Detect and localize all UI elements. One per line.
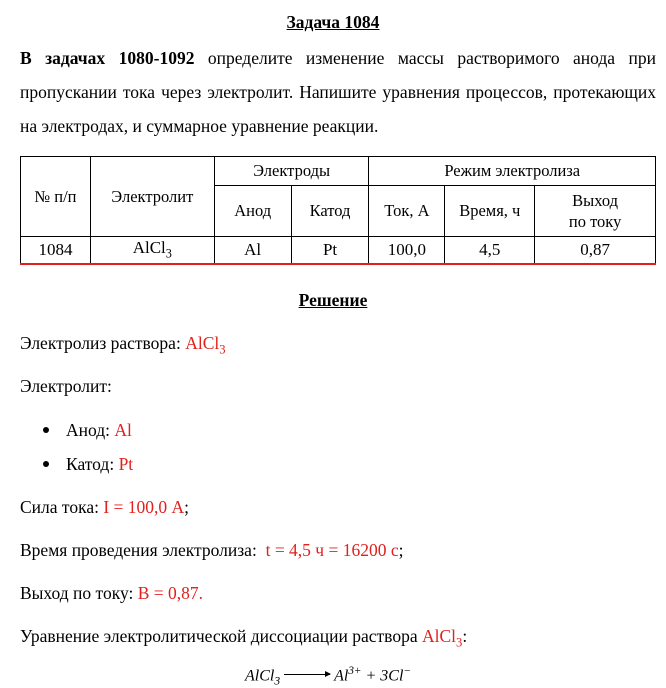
anode-item: Анод: Al: [43, 420, 132, 441]
problem-text: определите изменение массы растворимого анода при пропускании тока через электролит. Напишите уравнения процессов, протекающих на электродах, и суммарное уравнение реакции.: [20, 48, 657, 136]
header-yield-line2: по току: [568, 212, 622, 231]
dissociation-line: Уравнение электролитической диссоциации раствора AlCl$_3$:: [20, 626, 468, 650]
header-time: Время, ч: [445, 186, 535, 237]
current-line: Сила тока: I = 100,0 А;: [20, 497, 190, 517]
electrolyte-label: Электролит:: [20, 376, 112, 396]
solution-title: Решение: [298, 290, 368, 310]
conditions-table: [20, 156, 656, 265]
cell-cathode: Pt: [291, 237, 369, 265]
table-row: [21, 237, 656, 265]
header-cathode: Катод: [291, 186, 369, 237]
header-yield-line1: Выход: [572, 191, 619, 210]
header-yield: [535, 186, 656, 237]
cell-time: 4,5: [445, 237, 535, 265]
header-electrodes: Электроды: [214, 157, 369, 186]
yield-value: B = 0,87.: [137, 583, 204, 603]
yield-line: Выход по току: B = 0,87.: [20, 583, 204, 603]
cell-yield: 0,87: [535, 237, 656, 265]
problem-title: Задача 1084: [286, 12, 380, 32]
electrolysis-line: Электролиз раствора: AlCl$_3$: [20, 333, 226, 357]
anode-value: Al: [114, 420, 132, 440]
reaction-arrow-icon: [284, 674, 330, 675]
cell-current: 100,0: [369, 237, 445, 265]
time-value: t = 4,5 ч = 16200 с: [265, 540, 399, 560]
bullet-icon: [43, 427, 49, 433]
header-electrolysis-mode: Режим электролиза: [369, 157, 656, 186]
dissociation-value: AlCl$_3$: [421, 626, 463, 650]
cell-anode: Al: [214, 237, 291, 265]
bullet-icon: [43, 461, 49, 467]
cell-number: 1084: [21, 237, 91, 265]
electrolysis-value: AlCl$_3$: [185, 333, 226, 357]
time-line: Время проведения электролиза: t = 4,5 ч = 16200 с;: [20, 540, 404, 560]
header-electrolyte: Электролит: [90, 157, 214, 237]
problem-range: В задачах 1080-1092: [20, 48, 195, 68]
header-current: Ток, А: [369, 186, 445, 237]
cathode-value: Pt: [118, 454, 134, 474]
cathode-item: Катод: Pt: [43, 454, 133, 475]
dissociation-equation: AlCl$_3$ $Al^{3+} + 3Cl^-$: [245, 665, 411, 688]
problem-statement: [20, 41, 656, 143]
current-value: I = 100,0 А: [103, 497, 185, 517]
header-number: № п/п: [21, 157, 91, 237]
cell-electrolyte: AlCl$_3$: [90, 237, 214, 265]
header-anode: Анод: [214, 186, 291, 237]
